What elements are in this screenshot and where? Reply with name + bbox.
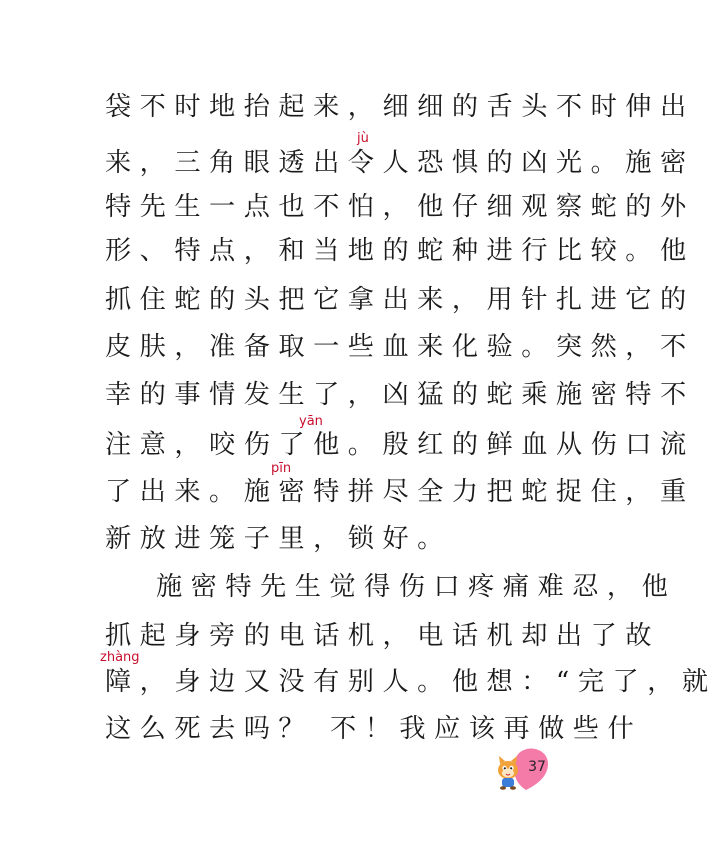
page-number: 37 [528,759,546,775]
text-line: 这么死去吗？ 不！我应该再做些什 [105,714,643,744]
text-line: 新放进笼子里，锁好。 [105,524,452,554]
pinyin-annotation: zhàng [100,650,140,665]
text-line: 了出来。施密特拼尽全力把蛇捉住，重 [105,477,695,507]
text-line: 皮肤，准备取一些血来化验。突然，不 [105,332,695,362]
text-line: 特先生一点也不怕，他仔细观察蛇的外 [105,192,695,222]
pinyin-annotation: yān [299,414,323,429]
text-line: 幸的事情发生了，凶猛的蛇乘施密特不 [105,380,695,410]
text-line: 障，身边又没有别人。他想：“完了，就 [105,667,717,697]
text-line: 袋不时地抬起来，细细的舌头不时伸出 [105,92,695,122]
text-line: 形、特点，和当地的蛇种进行比较。他 [105,236,695,266]
text-line: 施密特先生觉得伤口疼痛难忍，他 [156,572,677,602]
text-line: 抓住蛇的头把它拿出来，用针扎进它的 [105,285,695,315]
pinyin-annotation: pīn [271,461,292,476]
pinyin-annotation: jù [357,131,369,146]
text-line: 抓起身旁的电话机，电话机却出了故 [105,621,660,651]
text-line: 注意，咬伤了他。殷红的鲜血从伤口流 [105,430,695,460]
text-line: 来，三角眼透出令人恐惧的凶光。施密 [105,148,695,178]
